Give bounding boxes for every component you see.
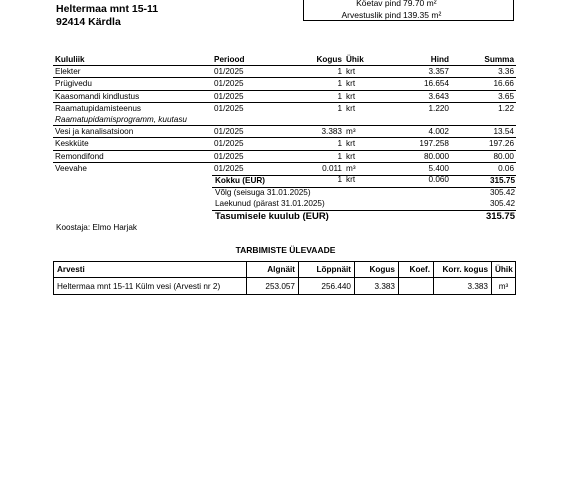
col-header-item: Kululiik bbox=[53, 54, 212, 66]
cell-qty: 1 bbox=[294, 90, 344, 102]
cell-unit: m³ bbox=[344, 126, 384, 138]
cell-period: 01/2025 bbox=[212, 78, 294, 90]
col-header-unit: Ühik bbox=[344, 54, 384, 66]
cell-period: 01/2025 bbox=[212, 66, 294, 78]
ov-cell-start: 253.057 bbox=[247, 278, 299, 295]
ov-header-end: Lõppnäit bbox=[299, 262, 355, 278]
cell-qty: 1 bbox=[294, 78, 344, 90]
kokku-value: 315.75 bbox=[489, 176, 515, 185]
volg-label: Võlg (seisuga 31.01.2025) bbox=[215, 188, 311, 197]
address-line-1: Heltermaa mnt 15-11 bbox=[56, 3, 159, 15]
ov-cell-unit: m³ bbox=[492, 278, 516, 295]
cell-item: Raamatupidamisteenus bbox=[55, 103, 142, 113]
prepared-by: Koostaja: Elmo Harjak bbox=[56, 223, 137, 232]
ov-cell-qty: 3.383 bbox=[355, 278, 399, 295]
cell-qty: 3.383 bbox=[294, 126, 344, 138]
ov-cell-coef bbox=[399, 278, 434, 295]
cell-unit: krt bbox=[344, 66, 384, 78]
calc-area-value: 139.35 m² bbox=[403, 10, 442, 20]
cell-item: Remondifond bbox=[53, 150, 212, 162]
cell-qty: 0.011 bbox=[322, 163, 342, 173]
cell-sum: 16.66 bbox=[451, 78, 516, 90]
cell-item: Prügivedu bbox=[53, 78, 212, 90]
ov-header-meter: Arvesti bbox=[54, 262, 247, 278]
cell-sum: 0.06 bbox=[498, 163, 514, 173]
ov-cell-end: 256.440 bbox=[299, 278, 355, 295]
laekunud-label: Laekunud (pärast 31.01.2025) bbox=[215, 199, 325, 208]
cell-item: Keskküte bbox=[53, 138, 212, 150]
table-row bbox=[53, 126, 516, 138]
kokku-label: Kokku (EUR) bbox=[215, 176, 266, 185]
cell-sum: 80.00 bbox=[451, 150, 516, 162]
cell-price: 16.654 bbox=[384, 78, 451, 90]
address-line-2: 92414 Kärdla bbox=[56, 16, 121, 28]
ov-cell-corr: 3.383 bbox=[434, 278, 492, 295]
heated-area-value: 79.70 m² bbox=[403, 0, 437, 8]
cell-unit: m³ bbox=[346, 163, 356, 173]
ov-header-corr: Korr. kogus bbox=[434, 262, 492, 278]
table-row bbox=[53, 138, 516, 150]
cell-sum: 3.36 bbox=[451, 66, 516, 78]
cell-price: 197.258 bbox=[384, 138, 451, 150]
table-row-subnote bbox=[53, 114, 516, 126]
table-row bbox=[53, 102, 516, 114]
cell-item: Kaasomandi kindlustus bbox=[53, 90, 212, 102]
ov-header-unit: Ühik bbox=[492, 262, 516, 278]
overview-table bbox=[53, 261, 516, 295]
calc-area-label: Arvestuslik pind bbox=[341, 10, 401, 20]
table-row bbox=[54, 278, 516, 295]
cell-item: Vesi ja kanalisatsioon bbox=[53, 126, 212, 138]
cell-unit: krt bbox=[344, 138, 384, 150]
cell-price: 3.357 bbox=[384, 66, 451, 78]
tasumisele-label: Tasumisele kuulub (EUR) bbox=[215, 211, 329, 222]
ov-cell-meter: Heltermaa mnt 15-11 Külm vesi (Arvesti nr 2) bbox=[54, 278, 247, 295]
overview-header-row bbox=[54, 262, 516, 278]
table-row bbox=[53, 66, 516, 78]
cell-item-note: Raamatupidamisprogramm, kuutasu bbox=[53, 114, 516, 126]
table-row bbox=[53, 150, 516, 162]
cell-unit: krt bbox=[344, 150, 384, 162]
area-box bbox=[303, 0, 514, 21]
cell-price: 3.643 bbox=[384, 90, 451, 102]
cell-unit: krt bbox=[344, 78, 384, 90]
table-row bbox=[53, 90, 516, 102]
col-header-sum: Summa bbox=[451, 54, 516, 66]
cell-price: 80.000 bbox=[384, 150, 451, 162]
cell-item: Veevahe bbox=[55, 163, 87, 173]
cell-sum: 1.22 bbox=[498, 103, 514, 113]
cell-unit: krt bbox=[344, 90, 384, 102]
table-row bbox=[53, 78, 516, 90]
cell-sum: 3.65 bbox=[451, 90, 516, 102]
table-row bbox=[53, 162, 516, 174]
cell-period: 01/2025 bbox=[212, 90, 294, 102]
cell-period: 01/2025 bbox=[212, 150, 294, 162]
cell-unit: krt bbox=[346, 103, 356, 113]
cell-qty: 1 bbox=[337, 175, 342, 185]
cell-qty: 1 bbox=[337, 103, 342, 113]
cell-qty: 1 bbox=[294, 138, 344, 150]
heated-area-label: Köetav pind bbox=[356, 0, 401, 8]
cell-qty: 1 bbox=[294, 150, 344, 162]
cell-item: Elekter bbox=[53, 66, 212, 78]
bill-header-row bbox=[53, 54, 516, 66]
volg-value: 305.42 bbox=[489, 188, 515, 197]
overview-title: TARBIMISTE ÜLEVAADE bbox=[235, 245, 336, 255]
laekunud-value: 305.42 bbox=[489, 199, 515, 208]
cell-qty: 1 bbox=[294, 66, 344, 78]
ov-header-coef: Koef. bbox=[399, 262, 434, 278]
cell-price: 4.002 bbox=[384, 126, 451, 138]
cell-period: 01/2025 bbox=[212, 138, 294, 150]
ov-header-qty: Kogus bbox=[355, 262, 399, 278]
cell-price: 0.060 bbox=[428, 175, 449, 185]
cell-price: 5.400 bbox=[428, 163, 449, 173]
ov-header-start: Algnäit bbox=[247, 262, 299, 278]
col-header-price: Hind bbox=[384, 54, 451, 66]
cell-period: 01/2025 bbox=[214, 103, 244, 113]
cell-unit: krt bbox=[346, 175, 356, 185]
cell-sum: 197.26 bbox=[451, 138, 516, 150]
cell-sum: 13.54 bbox=[451, 126, 516, 138]
cell-period: 01/2025 bbox=[214, 163, 244, 173]
bill-table bbox=[53, 54, 516, 185]
cell-period: 01/2025 bbox=[212, 126, 294, 138]
cell-item bbox=[53, 174, 212, 185]
col-header-period: Periood bbox=[212, 54, 294, 66]
cell-price: 1.220 bbox=[428, 103, 449, 113]
col-header-qty: Kogus bbox=[294, 54, 344, 66]
tasumisele-value: 315.75 bbox=[485, 211, 515, 222]
